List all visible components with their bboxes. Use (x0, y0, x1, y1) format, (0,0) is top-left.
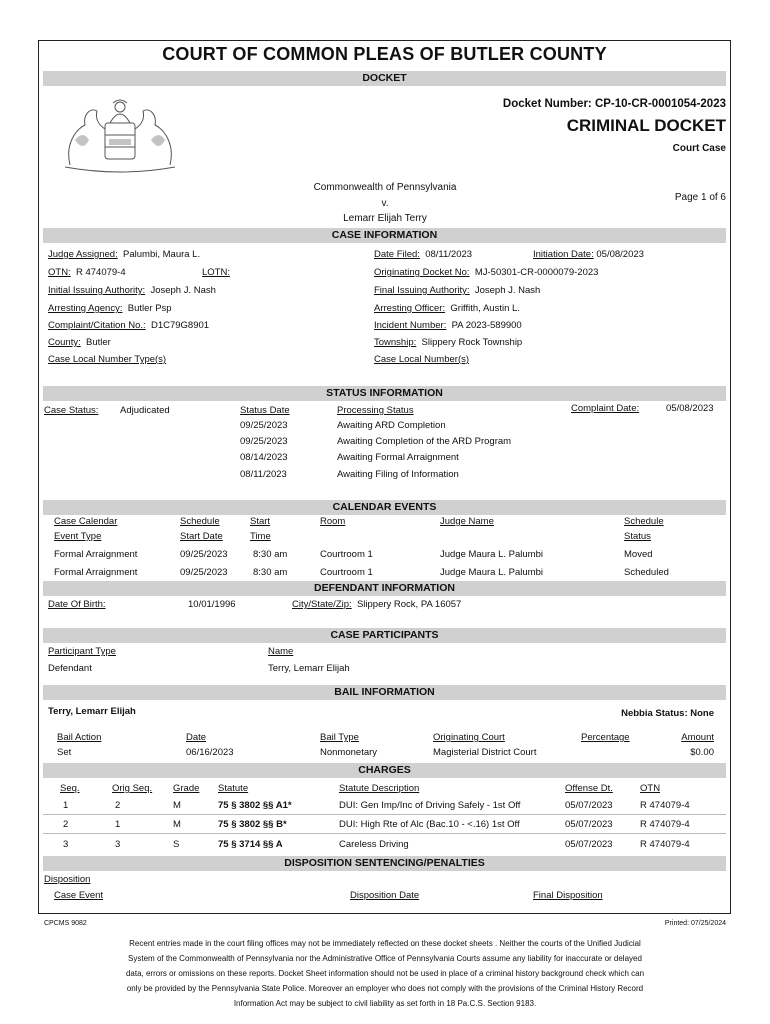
complaint-no-value: D1C79G8901 (150, 320, 210, 331)
disposition-date-header: Disposition Date (350, 890, 420, 901)
bail-header-amount: Amount (681, 732, 714, 743)
bail-date-value: 06/16/2023 (186, 747, 234, 758)
cal-row-room: Courtroom 1 (320, 549, 373, 560)
charge-offense-date: 05/07/2023 (565, 800, 613, 811)
participant-type-value: Defendant (48, 663, 92, 674)
charge-description: DUI: Gen Imp/Inc of Driving Safely - 1st Off (339, 800, 521, 811)
charge-row-divider (43, 814, 726, 815)
charges-bar: CHARGES (43, 763, 726, 778)
agency-value: Butler Psp (127, 303, 172, 314)
bail-court-value: Magisterial District Court (433, 747, 537, 758)
cal-header-sched-1: Schedule (180, 516, 220, 527)
cal-row-room: Courtroom 1 (320, 567, 373, 578)
charges-header-statute: Statute (218, 783, 249, 794)
charge-orig-seq: 1 (115, 819, 121, 830)
printed-date: Printed: 07/25/2024 (664, 920, 726, 927)
court-title: COURT OF COMMON PLEAS OF BUTLER COUNTY (162, 44, 607, 64)
cal-row-date: 09/25/2023 (180, 549, 228, 560)
charge-statute: 75 § 3802 §§ A1* (218, 800, 292, 811)
bail-header-type: Bail Type (320, 732, 359, 743)
cal-row-event: Formal Arraignment (54, 549, 138, 560)
cal-row-judge: Judge Maura L. Palumbi (440, 549, 543, 560)
cal-row-date: 09/25/2023 (180, 567, 228, 578)
bail-person-name: Terry, Lemarr Elijah (48, 706, 136, 717)
township-value: Slippery Rock Township (421, 337, 523, 348)
final-auth-value: Joseph J. Nash (474, 285, 541, 296)
cal-row-status: Scheduled (624, 567, 669, 578)
calendar-events-bar: CALENDAR EVENTS (43, 500, 726, 515)
cal-header-status-2: Status (624, 531, 651, 542)
city-state-zip-label: City/State/Zip: (292, 599, 352, 610)
charge-otn: R 474079-4 (640, 839, 690, 850)
status-row-date: 09/25/2023 (240, 420, 288, 431)
case-information-bar: CASE INFORMATION (43, 228, 726, 243)
disposition-bar: DISPOSITION SENTENCING/PENALTIES (43, 856, 726, 871)
charge-statute: 75 § 3802 §§ B* (218, 819, 287, 830)
charge-description: DUI: High Rte of Alc (Bac.10 - <.16) 1st Off (339, 819, 520, 830)
otn-label: OTN: (48, 267, 71, 278)
charge-seq: 3 (63, 839, 69, 850)
township-label: Township: (374, 337, 417, 348)
disclaimer-line: System of the Commonwealth of Pennsylvania nor the Administrative Office of Pennsylvania Courts assume any liability for inaccurate or delayed (128, 954, 642, 963)
page-indicator: Page 1 of 6 (674, 192, 726, 203)
init-auth-value: Joseph J. Nash (150, 285, 216, 296)
charge-offense-date: 05/07/2023 (565, 819, 613, 830)
charge-orig-seq: 3 (115, 839, 121, 850)
charge-grade: M (173, 800, 181, 811)
participant-type-header: Participant Type (48, 646, 116, 657)
status-row-text: Awaiting ARD Completion (337, 420, 446, 431)
defendant-information-bar: DEFENDANT INFORMATION (43, 581, 726, 596)
cal-row-judge: Judge Maura L. Palumbi (440, 567, 543, 578)
orig-docket-label: Originating Docket No: (374, 267, 470, 278)
cal-row-time: 8:30 am (253, 567, 288, 578)
agency-label: Arresting Agency: (48, 303, 123, 314)
criminal-docket-heading: CRIMINAL DOCKET (566, 116, 726, 135)
cal-header-room: Room (320, 516, 346, 527)
initiation-value: 05/08/2023 (596, 249, 644, 260)
charges-header-orig-seq: Orig Seq. (112, 783, 153, 794)
court-case-label: Court Case (672, 143, 726, 154)
complaint-date-label: Complaint Date: (571, 403, 640, 414)
county-label: County: (48, 337, 81, 348)
caption-defendant: Lemarr Elijah Terry (343, 213, 427, 224)
participant-name-header: Name (268, 646, 294, 657)
complaint-no-label: Complaint/Citation No.: (48, 320, 146, 331)
city-state-zip-value: Slippery Rock, PA 16057 (356, 599, 462, 610)
otn-value: R 474079-4 (75, 267, 126, 278)
bail-header-court: Originating Court (433, 732, 505, 743)
charge-otn: R 474079-4 (640, 800, 690, 811)
case-event-header: Case Event (54, 890, 104, 901)
judge-value: Palumbi, Maura L. (123, 249, 201, 260)
charge-orig-seq: 2 (115, 800, 121, 811)
caption-versus: v. (381, 198, 389, 209)
charge-seq: 1 (63, 800, 69, 811)
processing-status-header: Processing Status (337, 405, 414, 416)
charge-row-divider (43, 833, 726, 834)
nebbia-status: Nebbia Status: None (621, 708, 714, 719)
status-row-text: Awaiting Filing of Information (337, 469, 459, 480)
charges-header-seq: Seq. (60, 783, 80, 794)
disclaimer-line: only be provided by the Pennsylvania State Police. Moreover an employer who does not comply with the provisions of the Criminal History Record (126, 984, 644, 993)
judge-label: Judge Assigned: (48, 249, 118, 260)
bail-type-value: Nonmonetary (320, 747, 378, 758)
cal-row-time: 8:30 am (253, 549, 288, 560)
form-id: CPCMS 9082 (44, 920, 87, 927)
final-disposition-header: Final Disposition (533, 890, 603, 901)
cal-header-start-1: Start (250, 516, 271, 527)
init-auth-label: Initial Issuing Authority: (48, 285, 146, 296)
charge-grade: S (173, 839, 180, 850)
lotn-label: LOTN: (202, 267, 230, 278)
disclaimer (60, 936, 710, 1011)
orig-docket-value: MJ-50301-CR-0000079-2023 (474, 267, 599, 278)
cal-header-sched-2: Start Date (180, 531, 223, 542)
charge-grade: M (173, 819, 181, 830)
date-filed-value: 08/11/2023 (425, 249, 473, 260)
cal-row-status: Moved (624, 549, 653, 560)
status-row-text: Awaiting Formal Arraignment (337, 452, 459, 463)
charge-seq: 2 (63, 819, 69, 830)
charge-otn: R 474079-4 (640, 819, 690, 830)
charge-offense-date: 05/07/2023 (565, 839, 613, 850)
final-auth-label: Final Issuing Authority: (374, 285, 470, 296)
cal-header-status-1: Schedule (624, 516, 664, 527)
officer-label: Arresting Officer: (374, 303, 446, 314)
incident-value: PA 2023-589900 (451, 320, 522, 331)
bail-header-percentage: Percentage (581, 732, 630, 743)
cal-header-judge: Judge Name (440, 516, 494, 527)
status-row-date: 08/11/2023 (240, 469, 287, 480)
local-number-type-label: Case Local Number Type(s) (48, 354, 167, 365)
status-row-date: 08/14/2023 (240, 452, 288, 463)
charges-header-otn: OTN (640, 783, 661, 794)
charges-header-grade: Grade (173, 783, 200, 794)
case-status-value: Adjudicated (120, 405, 170, 416)
status-date-header: Status Date (240, 405, 290, 416)
charges-header-offense-date: Offense Dt. (565, 783, 613, 794)
initiation-label: Initiation Date: (533, 249, 594, 260)
docket-number: Docket Number: CP-10-CR-0001054-2023 (502, 98, 726, 110)
participant-name-value: Terry, Lemarr Elijah (268, 663, 350, 674)
cal-header-event-1: Case Calendar (54, 516, 118, 527)
pennsylvania-seal-icon (55, 95, 185, 175)
complaint-date-value: 05/08/2023 (666, 403, 714, 414)
dob-label: Date Of Birth: (48, 599, 106, 610)
bail-header-date: Date (186, 732, 207, 743)
status-row-text: Awaiting Completion of the ARD Program (337, 436, 512, 447)
charges-header-description: Statute Description (339, 783, 420, 794)
bail-action-value: Set (57, 747, 72, 758)
bail-header-action: Bail Action (57, 732, 102, 743)
county-value: Butler (86, 337, 111, 348)
cal-header-start-2: Time (250, 531, 271, 542)
case-status-label: Case Status: (44, 405, 99, 416)
incident-label: Incident Number: (374, 320, 447, 331)
charge-description: Careless Driving (339, 839, 409, 850)
bail-amount-value: $0.00 (690, 747, 714, 758)
case-participants-bar: CASE PARTICIPANTS (43, 628, 726, 643)
disclaimer-line: Recent entries made in the court filing offices may not be immediately reflected on these docket sheets . Neither the courts of the Unified Judicial (129, 939, 641, 948)
charge-statute: 75 § 3714 §§ A (218, 839, 283, 850)
date-filed-label: Date Filed: (374, 249, 420, 260)
cal-header-event-2: Event Type (54, 531, 102, 542)
officer-value: Griffith, Austin L. (450, 303, 520, 314)
dob-value: 10/01/1996 (188, 599, 236, 610)
local-number-label: Case Local Number(s) (374, 354, 470, 365)
disposition-header: Disposition (44, 874, 91, 885)
bail-information-bar: BAIL INFORMATION (43, 685, 726, 700)
disclaimer-line: Information Act may be subject to civil liability as set forth in 18 Pa.C.S. Section 9183. (233, 999, 537, 1008)
disclaimer-line: data, errors or omissions on these reports. Docket Sheet information should not be used in place of a criminal history background check which can (125, 969, 645, 978)
cal-row-event: Formal Arraignment (54, 567, 138, 578)
caption-plaintiff: Commonwealth of Pennsylvania (313, 182, 457, 193)
status-row-date: 09/25/2023 (240, 436, 288, 447)
status-information-bar: STATUS INFORMATION (43, 386, 726, 401)
docket-bar: DOCKET (43, 71, 726, 86)
